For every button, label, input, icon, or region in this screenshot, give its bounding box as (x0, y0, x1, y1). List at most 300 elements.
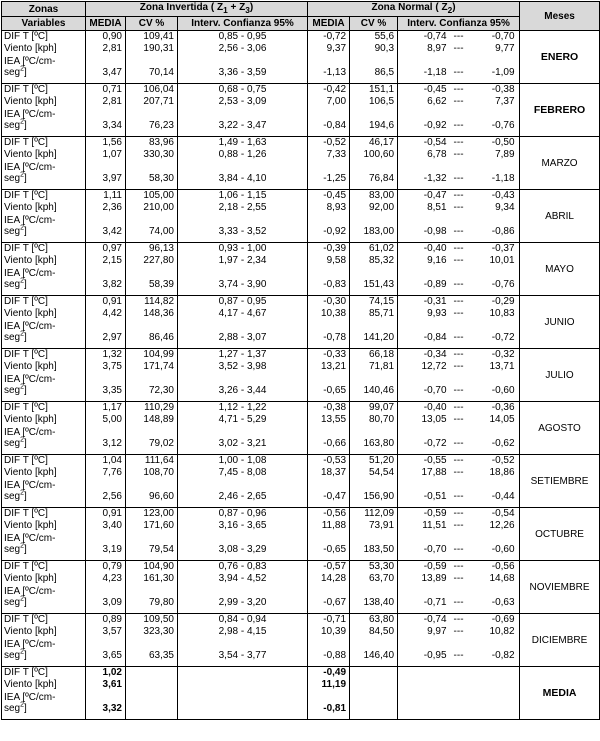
ci-inv-iea: 3,22 - 3,47 (218, 120, 267, 132)
ci-nor-low: -0,84 (423, 332, 447, 344)
ci-nor-high: -0,86 (491, 226, 515, 238)
var-iea-sup: 2 (20, 65, 25, 73)
media-nor-cell-dif: -0,72 (323, 31, 347, 42)
media-nor-cell (308, 349, 350, 402)
ci-inv-viento: 2,18 - 2,55 (218, 201, 267, 213)
media-nor-cell-viento: 11,88 (321, 519, 347, 531)
var-dif-label: DIF T [ºC] (4, 614, 48, 625)
cv-inv-cell-dif: 104,99 (143, 349, 174, 360)
ci-nor-dash: --- (453, 519, 464, 531)
header-row-1 (2, 2, 600, 17)
media-inv-cell-dif: 1,32 (102, 349, 122, 360)
media-nor-cell (308, 561, 350, 614)
cv-inv-cell (126, 508, 178, 561)
ci-nor-low: 9,93 (427, 307, 447, 319)
cv-nor-cell-dif: 51,20 (369, 455, 395, 466)
ci-nor-low: -0,74 (423, 31, 447, 42)
ci-nor-dash: --- (453, 190, 464, 201)
cv-nor-cell-iea: 156,90 (363, 491, 395, 503)
var-iea-end: ] (24, 703, 27, 715)
media-inv-cell-viento: 4,42 (102, 307, 122, 319)
cv-inv-cell-viento: 171,74 (143, 360, 174, 372)
var-iea-sup: 2 (20, 330, 25, 338)
media-row-inv-iea: 3,32 (102, 703, 122, 715)
cv-nor-cell (350, 84, 398, 137)
table-row (2, 137, 600, 190)
var-iea-part1: IEA [ºC/cm- (4, 321, 56, 333)
ci-nor-cell (398, 190, 520, 243)
cv-nor-cell-iea: 138,40 (363, 597, 395, 609)
media-inv-cell-viento: 2,81 (102, 42, 122, 54)
cv-nor-cell-viento: 73,91 (369, 519, 395, 531)
media-nor-cell-viento: 10,39 (321, 625, 347, 637)
ci-inv-iea: 3,26 - 3,44 (218, 385, 267, 397)
media-inv-cell-viento: 5,00 (102, 413, 122, 425)
cv-nor-cell (350, 402, 398, 455)
zonas-header: Zonas (2, 2, 86, 17)
ci-nor-interval (400, 425, 517, 449)
ci-nor-dash: --- (453, 572, 464, 584)
var-iea-sup: 2 (20, 436, 25, 444)
var-viento-label: Viento [kph] (4, 360, 57, 372)
ci-nor-low: -0,34 (423, 349, 447, 360)
ci-inv-cell (178, 508, 308, 561)
var-iea-part1: IEA [ºC/cm- (4, 56, 56, 68)
var-iea-label (4, 160, 83, 184)
ci-nor-interval (400, 31, 517, 43)
ci-nor-interval (400, 626, 517, 638)
ci-nor-high: -1,09 (491, 67, 515, 79)
ci-inv-dif: 0,87 - 0,96 (218, 508, 267, 519)
ci-nor-interval (400, 584, 517, 608)
variables-cell (2, 614, 86, 667)
var-iea-end: ] (24, 650, 27, 662)
var-iea-part1: IEA [ºC/cm- (4, 427, 56, 439)
media-inv-cell-viento: 1,07 (102, 148, 122, 160)
ci-nor-low: -0,47 (423, 190, 447, 201)
empty-cell (126, 667, 178, 720)
cv-nor-cell-iea: 76,84 (369, 173, 395, 185)
ci-inv-iea: 3,74 - 3,90 (218, 279, 267, 291)
media-nor-cell (308, 402, 350, 455)
table-row (2, 402, 600, 455)
ci-nor-interval (400, 478, 517, 502)
cv-inv-cell-iea: 96,60 (148, 491, 174, 503)
ci-nor-high: -0,76 (491, 279, 515, 291)
table-row (2, 84, 600, 137)
var-iea-part2: seg (4, 67, 21, 79)
var-viento-label: Viento [kph] (4, 519, 57, 531)
var-dif-label: DIF T [ºC] (4, 561, 48, 572)
ci-nor-interval (400, 96, 517, 108)
variables-cell (2, 31, 86, 84)
ci-nor-dash: --- (453, 625, 464, 637)
cv-inv-cell (126, 243, 178, 296)
ci-nor-low: 12,72 (421, 360, 447, 372)
ci-nor-low: -0,51 (423, 491, 447, 503)
ci-inv-viento: 0,88 - 1,26 (218, 148, 267, 160)
variables-cell (2, 402, 86, 455)
var-viento-label: Viento [kph] (4, 148, 57, 160)
ci-nor-interval (400, 84, 517, 96)
cv-inv-cell-viento: 323,30 (143, 625, 174, 637)
ci-nor-dash: --- (453, 455, 464, 466)
ci-nor-high: -0,43 (491, 190, 515, 201)
media-nor-cell-viento: 7,33 (326, 148, 347, 160)
media-nor-cell-iea: -0,92 (323, 226, 347, 238)
cv-inv-cell-dif: 123,00 (143, 508, 174, 519)
ci-inv-dif: 1,00 - 1,08 (218, 455, 267, 466)
cv-nor-cell-viento: 92,00 (369, 201, 395, 213)
ci-nor-interval (400, 213, 517, 237)
ci-inv-cell (178, 296, 308, 349)
var-dif-label: DIF T [ºC] (4, 31, 48, 42)
ci-nor-high: 9,77 (495, 42, 515, 54)
var-iea-label (4, 637, 83, 661)
ci-nor-interval (400, 561, 517, 573)
var-iea-end: ] (24, 279, 27, 291)
ci-nor-low: 8,97 (427, 42, 447, 54)
ci-nor-dash: --- (453, 296, 464, 307)
media-nor-cell (308, 84, 350, 137)
ci-inv-cell (178, 31, 308, 84)
ci-nor-high: 18,86 (489, 466, 515, 478)
media-nor-cell-dif: -0,39 (323, 243, 347, 254)
var-iea-part2: seg (4, 332, 21, 344)
ci-nor-low: -0,74 (423, 614, 447, 625)
ci-inv-viento: 7,45 - 8,08 (218, 466, 267, 478)
ci-nor-low: -0,54 (423, 137, 447, 148)
var-iea-part2: seg (4, 650, 21, 662)
cv-inv-cell (126, 31, 178, 84)
ci-inv-viento: 1,97 - 2,34 (218, 254, 267, 266)
media-nor-cell-iea: -0,78 (323, 332, 347, 344)
cv-inv-cell-viento: 148,36 (143, 307, 174, 319)
media-nor-cell-viento: 9,37 (326, 42, 347, 54)
ci-nor-cell (398, 296, 520, 349)
var-iea-sup: 2 (20, 648, 25, 656)
var-viento-label: Viento [kph] (4, 254, 57, 266)
cv-nor-cell (350, 190, 398, 243)
ci-nor-dash: --- (453, 173, 464, 185)
ci-nor-dash: --- (453, 42, 464, 54)
media-inv-cell (86, 455, 126, 508)
ci-nor-dash: --- (453, 137, 464, 148)
header-row-2 (2, 17, 600, 31)
ci-nor-interval (400, 508, 517, 520)
ci-nor-high: 14,68 (489, 572, 515, 584)
ci-nor-dash: --- (453, 243, 464, 254)
ci-inv-dif: 0,76 - 0,83 (218, 561, 267, 572)
ci-nor-high: -0,63 (491, 597, 515, 609)
variables-cell (2, 296, 86, 349)
var-iea-end: ] (24, 120, 27, 132)
ci-inv-dif: 0,85 - 0,95 (218, 31, 267, 42)
cv-nor-cell (350, 243, 398, 296)
ci-nor-low: -0,98 (423, 226, 447, 238)
cv-nor-cell-viento: 84,50 (369, 625, 395, 637)
var-iea-label (4, 372, 83, 396)
ci-nor-interval (400, 361, 517, 373)
media-nor-cell-iea: -0,66 (323, 438, 347, 450)
cv-nor-cell-iea: 140,46 (363, 385, 395, 397)
var-viento-label: Viento [kph] (4, 625, 57, 637)
ci-inv-dif: 1,12 - 1,22 (218, 402, 267, 413)
cv-nor-cell-viento: 85,71 (369, 307, 395, 319)
ci-nor-low: 6,78 (427, 148, 447, 160)
ci-nor-interval (400, 372, 517, 396)
empty-cell (350, 667, 398, 720)
media-inv-cell-dif: 0,71 (102, 84, 122, 95)
cv-nor-cell-dif: 55,6 (374, 31, 395, 42)
media-nor-cell-viento: 13,55 (321, 413, 347, 425)
ci-inv-dif: 1,27 - 1,37 (218, 349, 267, 360)
ci-nor-low: -0,71 (423, 597, 447, 609)
ci-inv-iea: 2,99 - 3,20 (218, 597, 267, 609)
media-inv-cell (86, 508, 126, 561)
ci-inv-dif: 0,68 - 0,75 (218, 84, 267, 95)
var-iea-label (4, 690, 83, 714)
ci-nor-high: -0,70 (491, 31, 515, 42)
media-row-nor (308, 667, 350, 720)
table-row (2, 190, 600, 243)
cv-nor-cell-iea: 86,5 (374, 67, 395, 79)
media-inv-cell-dif: 0,91 (102, 296, 122, 307)
cv-nor-cell (350, 31, 398, 84)
ci-nor-dash: --- (453, 561, 464, 572)
var-iea-part1: IEA [ºC/cm- (4, 586, 56, 598)
ci-nor-dash: --- (453, 279, 464, 291)
media-nor-cell (308, 455, 350, 508)
var-iea-part1: IEA [ºC/cm- (4, 109, 56, 121)
media-inv-cell-dif: 0,90 (102, 31, 122, 42)
ci-nor-dash: --- (453, 226, 464, 238)
cv-nor-cell-iea: 151,43 (363, 279, 395, 291)
ci-inv-cell (178, 402, 308, 455)
ci-nor-interval (400, 637, 517, 661)
ci-nor-high: -0,62 (491, 438, 515, 450)
var-iea-label (4, 319, 83, 343)
cv-inv-cell-iea: 63,35 (148, 650, 174, 662)
ci-nor-low: -0,70 (423, 385, 447, 397)
var-iea-end: ] (24, 332, 27, 344)
var-iea-end: ] (24, 173, 27, 185)
media-inv-cell (86, 31, 126, 84)
cv-inv-cell-viento: 330,30 (143, 148, 174, 160)
ci-nor-dash: --- (453, 413, 464, 425)
ci-nor-interval (400, 520, 517, 532)
ci-nor-dash: --- (453, 491, 464, 503)
ci-inv-iea: 3,02 - 3,21 (218, 438, 267, 450)
ci-nor-low: -0,92 (423, 120, 447, 132)
cv-nor-cell-viento: 85,32 (369, 254, 395, 266)
ci-nor-low: -0,89 (423, 279, 447, 291)
ci-inv-dif: 1,06 - 1,15 (218, 190, 267, 201)
var-iea-end: ] (24, 385, 27, 397)
cv-nor-cell (350, 349, 398, 402)
media-inv-cell-iea: 3,35 (102, 385, 122, 397)
cv-nor-cell-iea: 141,20 (363, 332, 395, 344)
cv-inv-cell-viento: 227,80 (143, 254, 174, 266)
ci-inv-viento: 2,56 - 3,06 (218, 42, 267, 54)
month-label: FEBRERO (520, 84, 600, 137)
ci-nor-dash: --- (453, 120, 464, 132)
var-viento-label: Viento [kph] (4, 307, 57, 319)
ci-nor-dash: --- (453, 67, 464, 79)
ci-nor-low: 6,62 (427, 95, 447, 107)
var-dif-label: DIF T [ºC] (4, 243, 48, 254)
ci-nor-low: -0,59 (423, 508, 447, 519)
ci-inv-iea: 3,33 - 3,52 (218, 226, 267, 238)
ci-inv-iea: 2,46 - 2,65 (218, 491, 267, 503)
var-iea-part2: seg (4, 226, 21, 238)
var-iea-end: ] (24, 226, 27, 238)
media-inv-cell-iea: 3,65 (102, 650, 122, 662)
table-row (2, 296, 600, 349)
ci-inv-cell (178, 614, 308, 667)
media-inv-cell (86, 402, 126, 455)
cv-nor-cell-iea: 194,6 (369, 120, 395, 132)
var-iea-part1: IEA [ºC/cm- (4, 692, 56, 704)
media-nor-cell-viento: 13,21 (321, 360, 347, 372)
cv-inv-cell-dif: 110,29 (144, 402, 174, 413)
media-inv-cell (86, 243, 126, 296)
ci-nor-low: 8,51 (427, 201, 447, 213)
cv-nor-cell-viento: 71,81 (369, 360, 395, 372)
cv-inv-cell-iea: 72,30 (148, 385, 174, 397)
cv-inv-cell-viento: 210,00 (143, 201, 174, 213)
media-inv-cell-viento: 3,40 (102, 519, 122, 531)
var-iea-end: ] (24, 438, 27, 450)
ci-nor-high: 10,01 (489, 254, 515, 266)
ci-inv-iea: 2,88 - 3,07 (218, 332, 267, 344)
media-nor-cell-dif: -0,53 (323, 455, 347, 466)
month-label: MAYO (520, 243, 600, 296)
media-nor-cell-viento: 18,37 (321, 466, 347, 478)
var-iea-part1: IEA [ºC/cm- (4, 639, 56, 651)
media-inv-cell-dif: 0,91 (102, 508, 122, 519)
ci-inv-cell (178, 455, 308, 508)
media-inv-cell-dif: 1,17 (102, 402, 122, 413)
ci-nor-interval (400, 149, 517, 161)
var-iea-sup: 2 (20, 595, 25, 603)
cv-inv-cell-viento: 190,31 (143, 42, 174, 54)
meses-header: Meses (520, 2, 600, 31)
ci-inv-viento: 4,17 - 4,67 (218, 307, 267, 319)
ci-nor-low: -0,31 (423, 296, 447, 307)
empty-cell (178, 667, 308, 720)
ci-nor-dash: --- (453, 148, 464, 160)
media-inv-cell-iea: 3,97 (102, 173, 122, 185)
cv-inv-cell-dif: 109,50 (143, 614, 174, 625)
cv-inv-cell-dif: 114,82 (144, 296, 174, 307)
table-row (2, 243, 600, 296)
media-nor-cell-dif: -0,52 (323, 137, 347, 148)
variables-cell (2, 508, 86, 561)
month-label: SETIEMBRE (520, 455, 600, 508)
ci-nor-high: -0,60 (491, 544, 515, 556)
cv-nor-cell-iea: 146,40 (363, 650, 395, 662)
media-nor-cell (308, 190, 350, 243)
ci-nor-dash: --- (453, 84, 464, 95)
cv-nor-cell-viento: 90,3 (374, 42, 395, 54)
cv-nor-cell-dif: 99,07 (369, 402, 395, 413)
cv-nor-cell-viento: 100,60 (363, 148, 395, 160)
media-inv-cell-iea: 3,47 (102, 67, 122, 79)
media-inv-cell-iea: 2,97 (102, 332, 122, 344)
variables-cell (2, 349, 86, 402)
cv-inv-cell-dif: 111,64 (144, 455, 174, 466)
cv-nor-cell-dif: 151,1 (369, 84, 395, 95)
ci-nor-low: 17,88 (421, 466, 447, 478)
var-iea-part1: IEA [ºC/cm- (4, 480, 56, 492)
interv-header-nor: Interv. Confianza 95% (398, 17, 520, 31)
cv-inv-cell-viento: 108,70 (143, 466, 174, 478)
media-nor-cell-iea: -0,67 (323, 597, 347, 609)
var-iea-sup: 2 (20, 171, 25, 179)
ci-nor-cell (398, 402, 520, 455)
var-iea-label (4, 584, 83, 608)
cv-nor-cell (350, 508, 398, 561)
var-iea-part1: IEA [ºC/cm- (4, 162, 56, 174)
ci-nor-cell (398, 243, 520, 296)
media-row (2, 667, 600, 720)
var-iea-end: ] (24, 67, 27, 79)
media-nor-cell (308, 243, 350, 296)
media-inv-cell-viento: 2,15 (102, 254, 122, 266)
var-iea-part2: seg (4, 544, 21, 556)
var-iea-part2: seg (4, 120, 21, 132)
var-dif-label: DIF T [ºC] (4, 84, 48, 95)
var-iea-sup: 2 (20, 489, 25, 497)
ci-nor-interval (400, 319, 517, 343)
var-iea-part2: seg (4, 597, 21, 609)
variables-cell (2, 667, 86, 720)
var-iea-part2: seg (4, 703, 21, 715)
media-nor-cell-iea: -0,83 (323, 279, 347, 291)
ci-nor-high: -0,52 (491, 455, 515, 466)
media-inv-cell-iea: 3,12 (102, 438, 122, 450)
ci-nor-dash: --- (453, 466, 464, 478)
ci-nor-interval (400, 137, 517, 149)
month-label: AGOSTO (520, 402, 600, 455)
table-row (2, 561, 600, 614)
var-iea-end: ] (24, 491, 27, 503)
media-inv-cell (86, 190, 126, 243)
ci-inv-viento: 3,16 - 3,65 (218, 519, 267, 531)
ci-nor-interval (400, 43, 517, 55)
ci-nor-low: -0,72 (423, 438, 447, 450)
var-viento-label: Viento [kph] (4, 413, 57, 425)
ci-nor-interval (400, 266, 517, 290)
cv-nor-cell-iea: 183,00 (363, 226, 395, 238)
media-nor-cell-viento: 9,58 (326, 254, 347, 266)
ci-inv-dif: 0,84 - 0,94 (218, 614, 267, 625)
ci-nor-dash: --- (453, 332, 464, 344)
variables-header: Variables (2, 17, 86, 31)
var-iea-label (4, 213, 83, 237)
media-nor-cell-dif: -0,45 (323, 190, 347, 201)
var-iea-label (4, 107, 83, 131)
interv-header-inv: Interv. Confianza 95% (178, 17, 308, 31)
cv-inv-cell-iea: 58,30 (148, 173, 174, 185)
ci-nor-interval (400, 308, 517, 320)
var-viento-label: Viento [kph] (4, 42, 57, 54)
cv-inv-cell-dif: 104,90 (143, 561, 174, 572)
ci-nor-high: -0,82 (491, 650, 515, 662)
ci-nor-low: -0,55 (423, 455, 447, 466)
ci-nor-cell (398, 508, 520, 561)
